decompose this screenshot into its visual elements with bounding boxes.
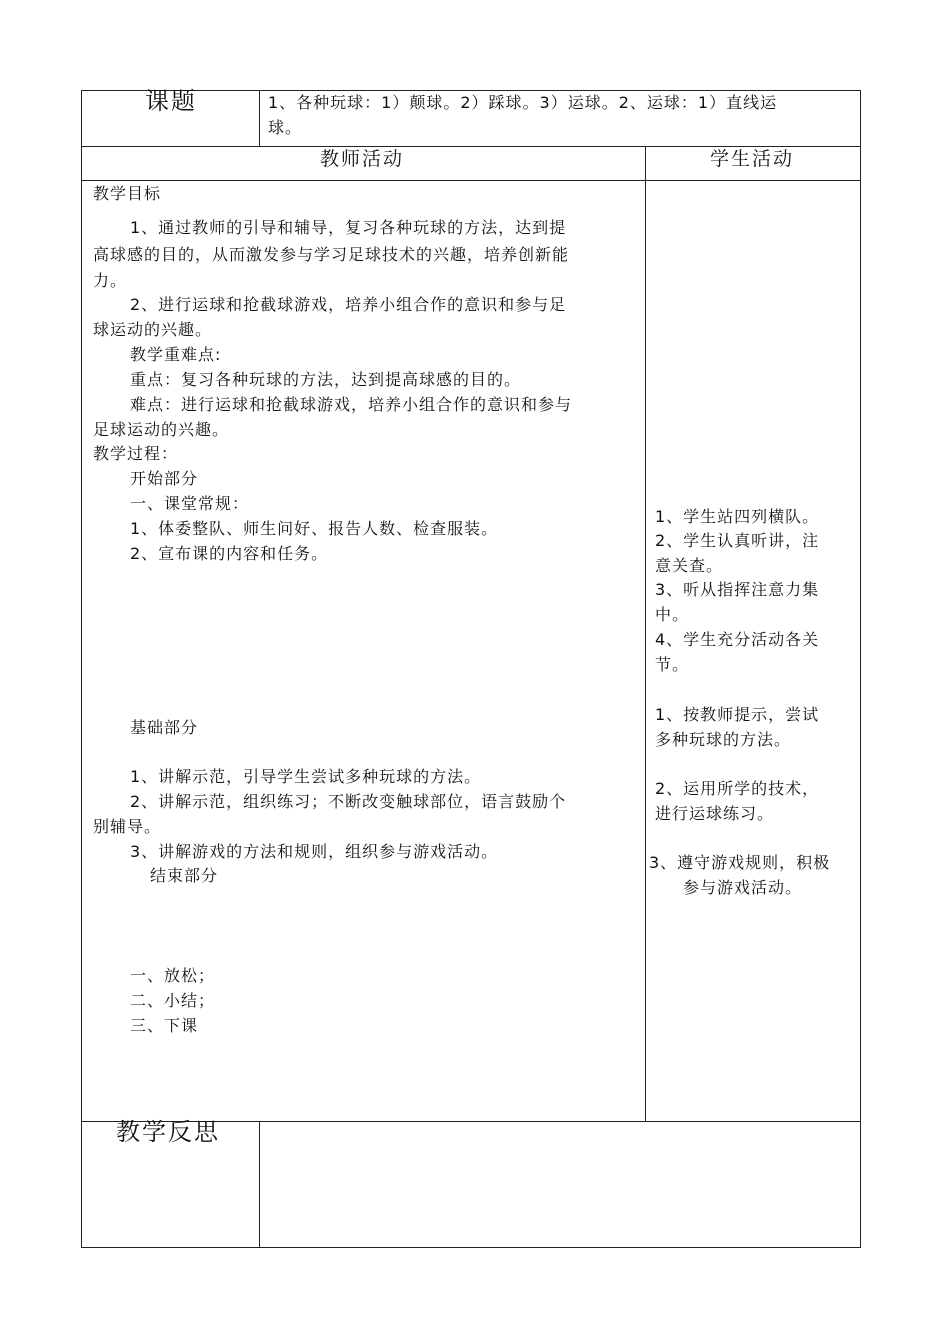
col-divider-activities bbox=[645, 146, 646, 1121]
student-basic-1-line2: 多种玩球的方法。 bbox=[655, 730, 792, 749]
student-item-3-line2: 中。 bbox=[655, 605, 690, 624]
hard-point-line1: 难点：进行运球和抢截球游戏，培养小组合作的意识和参与 bbox=[130, 395, 573, 414]
reflection-label: 教学反思 bbox=[116, 1118, 220, 1146]
basic-item-2-line2: 别辅导。 bbox=[93, 817, 162, 836]
student-basic-3-line1: 3、遵守游戏规则，积极 bbox=[649, 853, 831, 872]
basic-item-1: 1、讲解示范，引导学生尝试多种玩球的方法。 bbox=[130, 767, 482, 786]
process-title: 教学过程： bbox=[93, 444, 179, 463]
goal1-line3: 力。 bbox=[93, 271, 128, 290]
routine-item-1: 1、体委整队、师生问好、报告人数、检查服装。 bbox=[130, 519, 499, 538]
student-item-4-line2: 节。 bbox=[655, 655, 690, 674]
goal2-line1: 2、进行运球和抢截球游戏，培养小组合作的意识和参与足 bbox=[130, 295, 567, 314]
goal1-line1: 1、通过教师的引导和辅导，复习各种玩球的方法，达到提 bbox=[130, 218, 567, 237]
routine-title: 一、课堂常规： bbox=[130, 494, 250, 513]
reflection-content-area bbox=[260, 1122, 860, 1247]
student-item-3-line1: 3、听从指挥注意力集 bbox=[655, 580, 820, 599]
routine-item-2: 2、宣布课的内容和任务。 bbox=[130, 544, 329, 563]
row-divider-columns bbox=[81, 180, 861, 181]
student-basic-3-line2: 参与游戏活动。 bbox=[683, 878, 803, 897]
student-basic-1-line1: 1、按教师提示，尝试 bbox=[655, 705, 820, 724]
goal1-line2: 高球感的目的，从而激发参与学习足球技术的兴趣，培养创新能 bbox=[93, 245, 570, 264]
goal-title: 教学目标 bbox=[93, 184, 162, 203]
student-item-2-line2: 意关查。 bbox=[655, 556, 724, 575]
basic-item-3: 3、讲解游戏的方法和规则，组织参与游戏活动。 bbox=[130, 842, 499, 861]
topic-label: 课题 bbox=[145, 87, 197, 115]
topic-text-line2: 球。 bbox=[268, 118, 303, 137]
goal2-line2: 球运动的兴趣。 bbox=[93, 320, 213, 339]
col-divider-topic bbox=[259, 90, 260, 146]
student-basic-2-line2: 进行运球练习。 bbox=[655, 804, 775, 823]
end-item-1: 一、放松； bbox=[130, 966, 216, 985]
student-item-4-line1: 4、学生充分活动各关 bbox=[655, 630, 820, 649]
teacher-activity-header: 教师活动 bbox=[320, 148, 405, 170]
key-point: 重点：复习各种玩球的方法，达到提高球感的目的。 bbox=[130, 370, 522, 389]
basic-section-title: 基础部分 bbox=[130, 718, 199, 737]
basic-item-2-line1: 2、讲解示范，组织练习；不断改变触球部位，语言鼓励个 bbox=[130, 792, 567, 811]
student-basic-2-line1: 2、运用所学的技术， bbox=[655, 779, 820, 798]
keypoints-title: 教学重难点: bbox=[130, 345, 222, 364]
end-item-2: 二、小结； bbox=[130, 991, 216, 1010]
start-section-title: 开始部分 bbox=[130, 469, 199, 488]
end-section-title: 结束部分 bbox=[150, 866, 219, 885]
student-item-2-line1: 2、学生认真听讲，注 bbox=[655, 531, 820, 550]
end-item-3: 三、下课 bbox=[130, 1016, 199, 1035]
student-item-1: 1、学生站四列横队。 bbox=[655, 507, 820, 526]
topic-text-line1: 1、各种玩球：1）颠球。2）踩球。3）运球。2、运球：1）直线运 bbox=[268, 93, 778, 112]
hard-point-line2: 足球运动的兴趣。 bbox=[93, 420, 230, 439]
student-activity-header: 学生活动 bbox=[710, 148, 795, 170]
